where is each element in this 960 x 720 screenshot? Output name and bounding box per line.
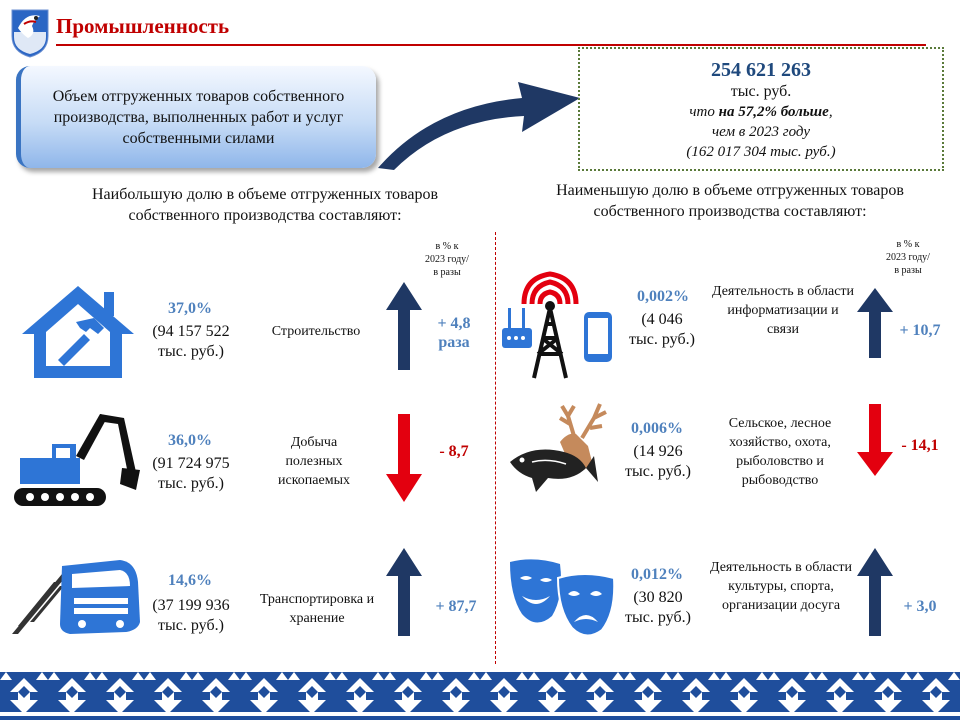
ornament-band xyxy=(0,672,960,720)
left-amount-1: (94 157 522 тыс. руб.) xyxy=(152,323,230,360)
left-percent-2: 36,0% xyxy=(168,432,212,449)
theatre-masks-icon xyxy=(508,556,618,640)
left-label-2: Добыча полезных ископаемых xyxy=(278,435,350,488)
right-change-2: - 14,1 xyxy=(901,437,939,454)
up-arrow-icon xyxy=(855,546,895,638)
excavator-icon xyxy=(12,406,142,510)
right-percent-1: 0,002% xyxy=(637,288,689,305)
previous-value: (162 017 304 тыс. руб.) xyxy=(686,144,836,160)
total-amount: 254 621 263 xyxy=(711,59,811,81)
comparison-year: чем в 2023 году xyxy=(712,124,810,140)
right-amount-1: (4 046 тыс. руб.) xyxy=(629,311,695,348)
house-hammer-icon xyxy=(18,282,138,382)
coat-of-arms-icon xyxy=(10,4,50,58)
left-amount-3: (37 199 936 тыс. руб.) xyxy=(152,597,230,634)
down-arrow-icon xyxy=(384,412,424,504)
total-summary-box xyxy=(578,47,944,171)
down-arrow-icon xyxy=(855,402,895,478)
deer-fish-icon xyxy=(502,398,618,508)
right-heading: Наименьшую долю в объеме отгруженных товаров собственного производства составляют: xyxy=(556,182,904,220)
left-heading: Наибольшую долю в объеме отгруженных товаров собственного производства составляют: xyxy=(92,186,438,224)
left-change-2: - 8,7 xyxy=(439,443,469,460)
total-unit: тыс. руб. xyxy=(730,83,792,100)
column-divider xyxy=(495,232,496,664)
right-change-3: + 3,0 xyxy=(903,598,937,615)
title-underline xyxy=(56,44,926,46)
up-arrow-icon xyxy=(384,280,424,372)
left-percent-3: 14,6% xyxy=(168,572,212,589)
change-note-left: в % к 2023 году/ в разы xyxy=(425,241,469,278)
right-amount-3: (30 820 тыс. руб.) xyxy=(625,589,691,626)
communication-tower-icon xyxy=(500,268,616,380)
left-amount-2: (91 724 975 тыс. руб.) xyxy=(152,455,230,492)
left-percent-1: 37,0% xyxy=(168,300,212,317)
left-change-3: + 87,7 xyxy=(435,598,477,615)
summary-description: Объем отгруженных товаров собственного производства, выполненных работ и услуг собственными силами xyxy=(16,66,376,168)
right-label-3: Деятельность в области культуры, спорта, организации досуга xyxy=(709,560,853,613)
page-title: Промышленность xyxy=(56,14,230,38)
change-note-right: в % к 2023 году/ в разы xyxy=(886,239,930,276)
truck-icon xyxy=(10,558,144,642)
up-arrow-icon xyxy=(855,286,895,360)
right-percent-2: 0,006% xyxy=(631,420,683,437)
right-change-1: + 10,7 xyxy=(899,322,941,339)
left-change-1: + 4,8 раза xyxy=(437,315,471,351)
up-arrow-icon xyxy=(384,546,424,638)
left-label-3: Транспортировка и хранение xyxy=(259,592,375,626)
comparison-line: что на 57,2% больше, xyxy=(689,104,833,120)
curved-arrow-icon xyxy=(372,76,584,172)
right-amount-2: (14 926 тыс. руб.) xyxy=(625,443,691,480)
right-percent-3: 0,012% xyxy=(631,566,683,583)
right-label-1: Деятельность в области информатизации и связи xyxy=(711,284,855,337)
left-label-1: Строительство xyxy=(271,324,361,339)
right-label-2: Сельское, лесное хозяйство, охота, рыболовство и рыбоводство xyxy=(728,416,832,488)
